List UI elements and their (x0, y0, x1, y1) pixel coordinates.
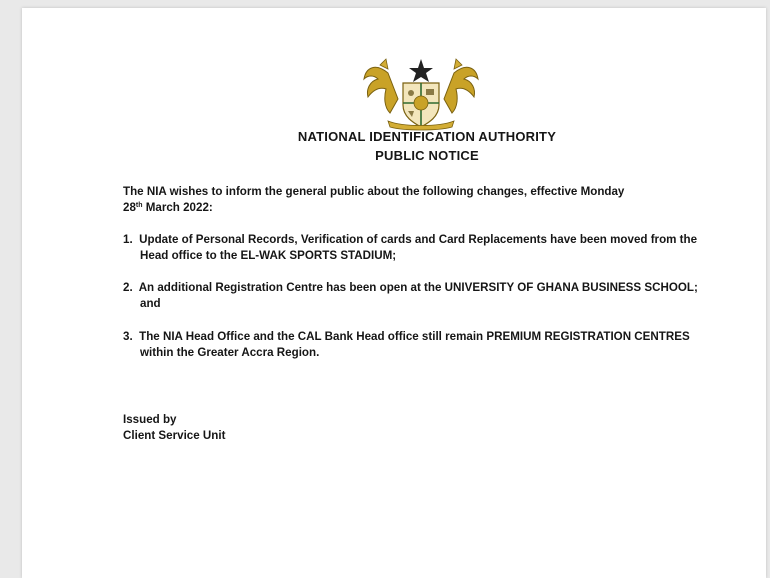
intro-paragraph (123, 184, 703, 216)
intro-date-day: 28 (123, 201, 136, 214)
list-item-text: An additional Registration Centre has been open at the UNIVERSITY OF GHANA BUSINESS SCHOOL; and (138, 281, 698, 310)
issued-block (123, 412, 225, 444)
intro-date-suffix: th (135, 202, 143, 209)
notice-page (22, 8, 766, 578)
list-item-number: 1. (123, 233, 133, 246)
list-item-text: The NIA Head Office and the CAL Bank Head office still remain PREMIUM REGISTRATION CENTRES within the Greater Accra Region. (139, 330, 690, 359)
coat-of-arms-icon (358, 55, 484, 131)
list-item-number: 2. (123, 281, 133, 294)
list-item (123, 280, 720, 312)
issuer-name: Client Service Unit (123, 429, 226, 442)
notice-title: PUBLIC NOTICE (375, 148, 479, 163)
issued-by-label: Issued by (123, 413, 177, 426)
list-item (123, 232, 720, 264)
intro-date-rest: March 2022: (142, 201, 213, 214)
organization-heading: NATIONAL IDENTIFICATION AUTHORITY (297, 129, 557, 144)
list-item-text: Update of Personal Records, Verification of cards and Card Replacements have been moved from the Head office to the EL-WAK SPORTS STADIUM; (139, 233, 698, 262)
list-item-number: 3. (123, 330, 133, 343)
intro-text: The NIA wishes to inform the general public about the following changes, effective Monday (123, 185, 625, 198)
list-item (123, 329, 720, 361)
